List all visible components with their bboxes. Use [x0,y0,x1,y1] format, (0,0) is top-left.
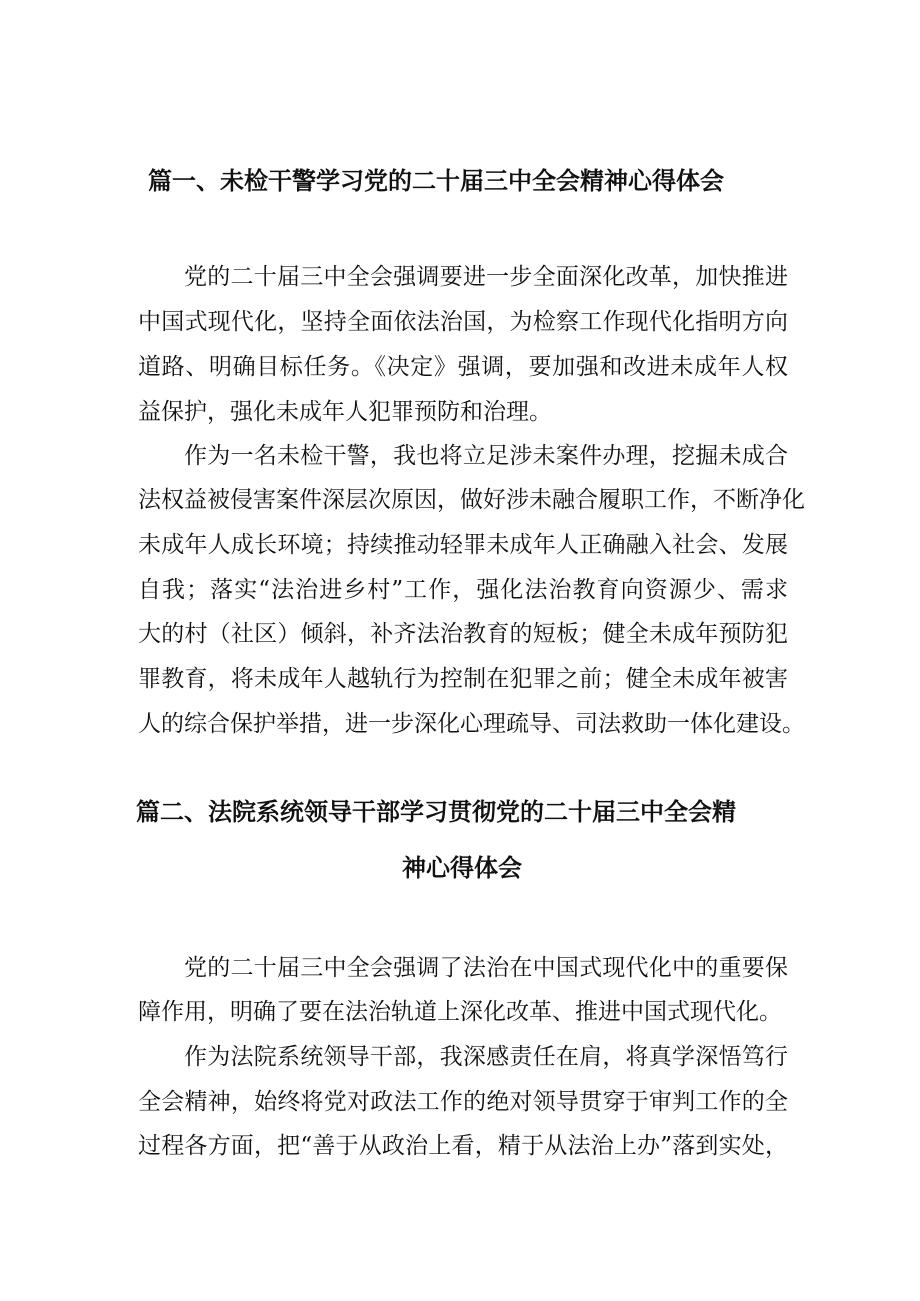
section2-title-line1: 篇二、法院系统领导干部学习贯彻党的二十届三中全会精 [136,798,736,826]
section1-p2-line3: 未成年人成长环境；持续推动轻罪未成年人正确融入社会、发展 [138,532,788,558]
section1-p1-line1: 党的二十届三中全会强调要进一步全面深化改革，加快推进 [184,264,788,290]
section1-p2-line4: 自我；落实“法治进乡村”工作，强化法治教育向资源少、需求 [138,577,788,603]
section1-p2-line5: 大的村（社区）倾斜，补齐法治教育的短板；健全未成年预防犯 [138,621,788,647]
section1-title: 篇一、未检干警学习党的二十届三中全会精神心得体会 [148,167,724,195]
section2-title-line2: 神心得体会 [402,854,522,882]
section2-p2-line1: 作为法院系统领导干部，我深感责任在肩，将真学深悟笃行 [184,1044,788,1070]
section2-p2-line3: 过程各方面，把“善于从政治上看，精于从法治上办”落到实处， [138,1133,788,1159]
section1-p1-line3: 道路、明确目标任务。《决定》强调，要加强和改进未成年人权 [138,354,788,380]
section1-p1-line4: 益保护，强化未成年人犯罪预防和治理。 [138,399,552,425]
section1-p2-line6: 罪教育，将未成年人越轨行为控制在犯罪之前；健全未成年被害 [138,666,788,692]
section2-p1-line2: 障作用，明确了要在法治轨道上深化改革、推进中国式现代化。 [138,999,782,1025]
section1-p2-line1: 作为一名未检干警，我也将立足涉未案件办理，挖掘未成合 [184,443,788,469]
section2-p1-line1: 党的二十届三中全会强调了法治在中国式现代化中的重要保 [184,955,788,981]
section1-p2-line7: 人的综合保护举措，进一步深化心理疏导、司法救助一体化建设。 [138,711,805,737]
section1-p2-line2: 法权益被侵害案件深层次原因，做好涉未融合履职工作，不断净化 [138,487,805,513]
section1-p1-line2: 中国式现代化，坚持全面依法治国，为检察工作现代化指明方向 [138,309,788,335]
section2-p2-line2: 全会精神，始终将党对政法工作的绝对领导贯穿于审判工作的全 [138,1089,788,1115]
